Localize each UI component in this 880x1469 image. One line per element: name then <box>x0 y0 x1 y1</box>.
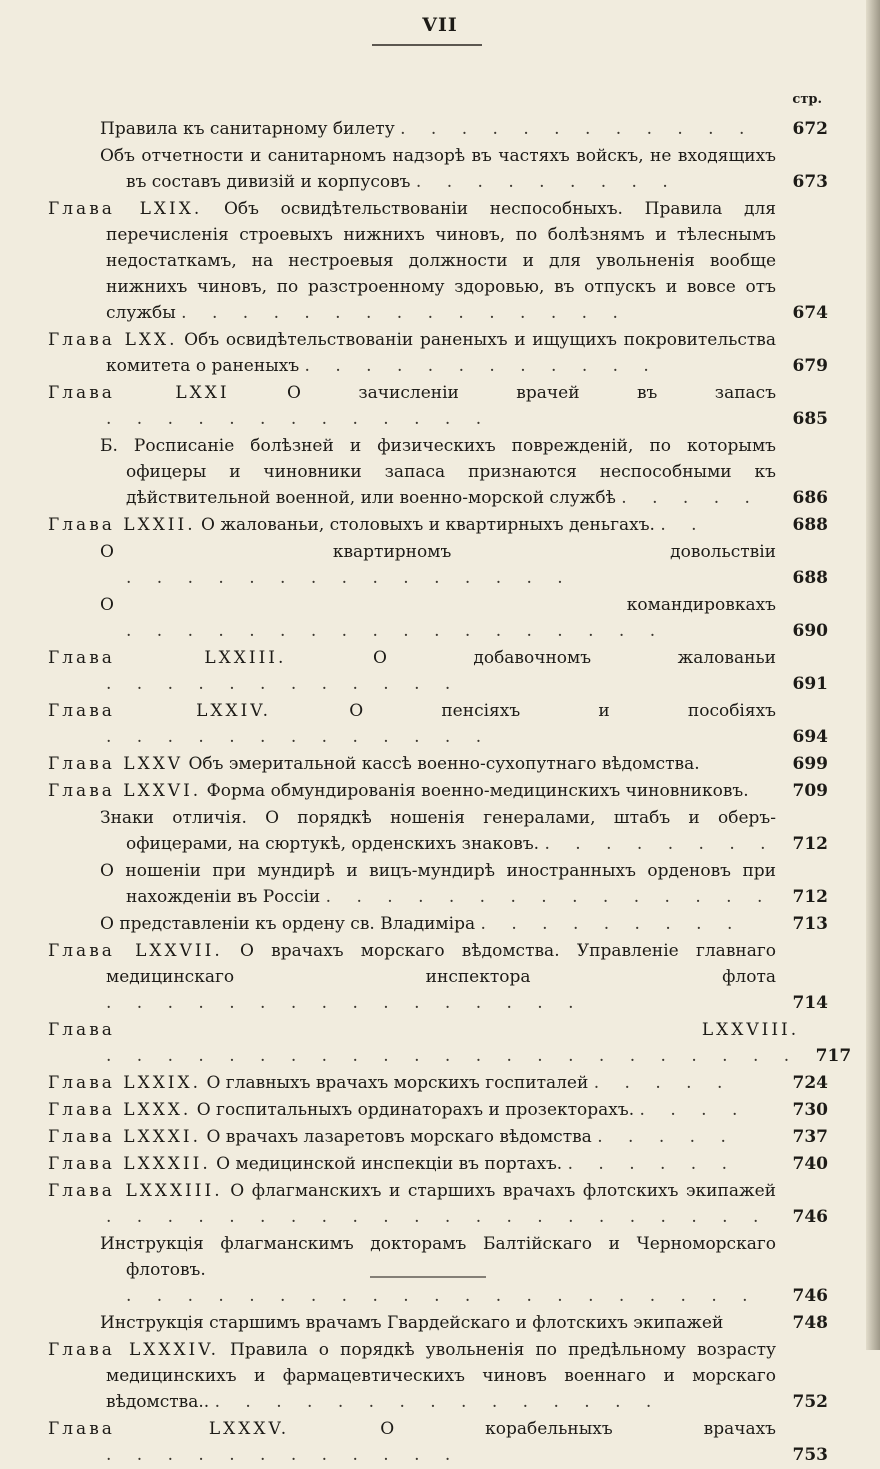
entry-title: Правила о порядкѣ увольненія по предѣльному возрасту медицинскихъ и фармацевтическихъ чиновъ военнаго и морскаго вѣдомства.. <box>106 1340 776 1412</box>
page-reference: 746 <box>792 1207 828 1227</box>
chapter-heading: Глава LXXVII. <box>48 941 223 961</box>
toc-entry <box>48 778 828 804</box>
toc-entry-text <box>100 433 776 511</box>
entry-title: Инструкція старшимъ врачамъ Гвардейскаго и флотскихъ экипажей <box>100 1313 724 1333</box>
page-reference: 714 <box>792 993 828 1013</box>
page-binding-edge <box>866 0 880 1350</box>
toc-entry-text <box>100 592 776 644</box>
page-number: VII <box>422 14 458 36</box>
page-reference: 746 <box>792 1286 828 1306</box>
leader-dots: . . <box>660 515 707 535</box>
leader-dots: . . . . . . . . . . . . . . . <box>126 568 573 588</box>
toc-entry <box>48 1097 828 1123</box>
toc-entry-text <box>100 1231 776 1309</box>
leader-dots: . . . . . <box>621 488 760 508</box>
page-reference: 730 <box>792 1100 828 1120</box>
toc-entry-text <box>48 512 776 538</box>
page-reference: 688 <box>792 515 828 535</box>
toc-entry <box>48 1124 828 1150</box>
leader-dots: . . . . . . . . . . . . . <box>106 409 492 429</box>
leader-dots: . . . . . . . . . . . . . . . . <box>106 993 584 1013</box>
leader-dots: . . . . . . . . . . . . <box>400 119 755 139</box>
entry-title: Б. Росписаніе болѣзней и физическихъ поврежденій, по которымъ офицеры и чиновники запаса признаются неспособными къ дѣйствительной военной, или военно-морской службѣ <box>100 436 776 508</box>
toc-entry-text <box>48 645 776 697</box>
entry-title: О квартирномъ довольствіи <box>100 542 776 562</box>
chapter-heading: Глава LXIX. <box>48 199 203 219</box>
entry-title: О командировкахъ <box>100 595 776 615</box>
entry-title: О добавочномъ жалованьи <box>372 648 776 668</box>
leader-dots: . . . . . . . . . <box>415 172 678 192</box>
toc-entry-text <box>48 938 776 1016</box>
entry-title: Правила къ санитарному билету <box>100 119 395 139</box>
toc-entry-text <box>48 196 776 326</box>
page-reference: 740 <box>792 1154 828 1174</box>
page-column-label: стр. <box>792 92 822 107</box>
chapter-heading: Глава LXXV <box>48 754 184 774</box>
toc-entry <box>48 1337 828 1415</box>
page-reference: 673 <box>792 172 828 192</box>
page-reference: 691 <box>792 674 828 694</box>
toc-entry-text <box>48 1416 776 1468</box>
leader-dots: . . . . . . . . . . . . . <box>106 727 492 747</box>
page-reference: 686 <box>792 488 828 508</box>
toc-entry <box>48 592 828 644</box>
toc-entry-text <box>100 143 776 195</box>
leader-dots: . . . . . . . . . . . . <box>304 356 659 376</box>
entry-title: Объ освидѣтельствованіи неспособныхъ. Правила для перечисленія строевыхъ нижнихъ чиновъ, по болѣзнямъ и тѣлеснымъ недостаткамъ, на нестроевыя должности и для увольненія вообще нижнихъ чиновъ, по разстроенному здоровью, въ отпускъ и вовсе отъ службы <box>106 199 776 323</box>
leader-dots: . . . . . . . . <box>544 834 776 854</box>
leader-dots: . . . . . . . . . . . . . . . . . . <box>126 621 666 641</box>
entry-title: О флагманскихъ и старшихъ врачахъ флотскихъ экипажей <box>230 1181 777 1201</box>
entry-title: Знаки отличія. О порядкѣ ношенія генералами, штабъ и оберъ-офицерами, на сюртукѣ, орденскихъ знаковъ. <box>100 808 776 854</box>
page-reference: 753 <box>792 1445 828 1465</box>
toc-entry-text <box>48 1097 776 1123</box>
page-reference: 724 <box>792 1073 828 1093</box>
entry-title: Инструкція флагманскимъ докторамъ Балтійскаго и Черноморскаго флотовъ. <box>100 1234 776 1280</box>
chapter-heading: Глава LXXIV. <box>48 701 272 721</box>
entry-title: О госпитальныхъ ординаторахъ и прозекторахъ. <box>196 1100 635 1120</box>
leader-dots: . . . . . . . . . . . . . . . <box>214 1392 662 1412</box>
toc-entry <box>48 911 828 937</box>
toc-entry-text <box>100 116 776 142</box>
leader-dots: . . . . . . <box>567 1154 738 1174</box>
toc-entry <box>48 1231 828 1309</box>
chapter-heading: Глава LXXX. <box>48 1100 192 1120</box>
toc-entry-text <box>48 1337 776 1415</box>
entry-title: О представленіи къ ордену св. Владиміра <box>100 914 476 934</box>
toc-entry <box>48 1416 828 1468</box>
toc-entry-text <box>48 1151 776 1177</box>
chapter-heading: Глава LXXXII. <box>48 1154 211 1174</box>
toc-entry <box>48 1178 828 1230</box>
chapter-heading: Глава LXXVI. <box>48 781 202 801</box>
chapter-heading: Глава LXXI <box>48 383 230 403</box>
chapter-heading: Глава LXXXI. <box>48 1127 202 1147</box>
toc-entry-text <box>100 539 776 591</box>
leader-dots: . . . . . . . . . <box>480 914 743 934</box>
entry-title: О корабельныхъ врачахъ <box>380 1419 776 1439</box>
toc-entry <box>48 380 828 432</box>
toc-entry <box>48 698 828 750</box>
page-reference: 672 <box>792 119 828 139</box>
page-reference: 752 <box>792 1392 828 1412</box>
toc-entry-text <box>48 327 777 379</box>
toc-entry <box>48 805 828 857</box>
toc-entry <box>48 143 828 195</box>
chapter-heading: Глава LXXXIII. <box>48 1181 223 1201</box>
toc-entry <box>48 645 828 697</box>
chapter-heading: Глава LXXIX. <box>48 1073 202 1093</box>
entry-title: О врачахъ морскаго вѣдомства. Управленіе главнаго медицинскаго инспектора флота <box>106 941 776 987</box>
table-of-contents <box>48 116 852 1469</box>
toc-entry <box>48 327 828 379</box>
page-reference: 717 <box>815 1046 852 1066</box>
chapter-heading: Глава LXXII. <box>48 515 196 535</box>
page-reference: 737 <box>792 1127 828 1147</box>
leader-dots: . . . . . <box>597 1127 736 1147</box>
page-reference: 679 <box>792 356 828 376</box>
entry-title: О жалованьи, столовыхъ и квартирныхъ деньгахъ. <box>201 515 655 535</box>
toc-entry <box>48 751 828 777</box>
entry-title: Объ отчетности и санитарномъ надзорѣ въ частяхъ войскъ, не входящихъ въ составъ дивизій и корпусовъ <box>100 146 776 192</box>
entry-title: О главныхъ врачахъ морскихъ госпиталей <box>206 1073 589 1093</box>
leader-dots: . . . . . . . . . . . . <box>106 1445 461 1465</box>
chapter-heading: Глава LXX. <box>48 330 178 350</box>
chapter-heading: Глава LXXXIV. <box>48 1340 219 1360</box>
page-reference: 748 <box>792 1313 828 1333</box>
toc-entry-text <box>100 805 776 857</box>
leader-dots: . . . . . . . . . . . . <box>106 674 461 694</box>
footer-rule <box>370 1276 486 1278</box>
leader-dots: . . . . <box>639 1100 748 1120</box>
chapter-heading: Глава LXXIII. <box>48 648 287 668</box>
page-reference: 694 <box>792 727 828 747</box>
page-reference: 712 <box>792 834 828 854</box>
toc-entry <box>48 1310 828 1336</box>
page-reference: 674 <box>792 303 828 323</box>
toc-entry <box>48 1070 828 1096</box>
toc-entry-text <box>48 778 776 804</box>
entry-title: Объ освидѣтельствованіи раненыхъ и ищущихъ покровительства комитета о раненыхъ <box>106 330 777 376</box>
toc-entry <box>48 196 828 326</box>
chapter-heading: Глава LXXXV. <box>48 1419 290 1439</box>
page-reference: 699 <box>792 754 828 774</box>
toc-entry <box>48 858 828 910</box>
header-rule <box>372 44 482 46</box>
page-reference: 712 <box>792 887 828 907</box>
toc-entry-text <box>100 858 776 910</box>
toc-entry-text <box>48 1017 800 1069</box>
leader-dots: . . . . . . . . . . . . . . . <box>325 887 773 907</box>
entry-title: О врачахъ лазаретовъ морскаго вѣдомства <box>206 1127 592 1147</box>
leader-dots: . . . . . . . . . . . . . . . . . . . . . . <box>106 1207 769 1227</box>
toc-entry <box>48 512 828 538</box>
toc-entry <box>48 938 828 1016</box>
toc-entry-text <box>48 1124 776 1150</box>
toc-entry-text <box>48 698 776 750</box>
leader-dots: . . . . . <box>593 1073 733 1093</box>
toc-entry-text <box>100 911 776 937</box>
page-reference: 709 <box>792 781 828 801</box>
toc-entry <box>48 116 828 142</box>
toc-entry <box>48 1017 852 1069</box>
entry-title: О медицинской инспекціи въ портахъ. <box>216 1154 563 1174</box>
page-reference: 690 <box>792 621 828 641</box>
toc-entry-text <box>48 1178 777 1230</box>
entry-title: Объ эмеритальной кассѣ военно-сухопутнаго вѣдомства. <box>188 754 700 774</box>
page-reference: 685 <box>792 409 828 429</box>
toc-entry-text <box>100 1310 776 1336</box>
page-reference: 688 <box>792 568 828 588</box>
entry-title: Форма обмундированія военно-медицинскихъ чиновниковъ. <box>206 781 749 801</box>
chapter-heading: Глава LXXVIII. <box>48 1020 800 1040</box>
page-reference: 713 <box>792 914 828 934</box>
entry-title: О пенсіяхъ и пособіяхъ <box>349 701 776 721</box>
toc-entry-text <box>48 1070 776 1096</box>
leader-dots: . . . . . . . . . . . . . . . <box>181 303 628 323</box>
toc-entry-text <box>48 380 777 432</box>
leader-dots: . . . . . . . . . . . . . . . . . . . . . <box>126 1286 758 1306</box>
entry-title: О зачисленіи врачей въ запасъ <box>287 383 777 403</box>
toc-entry <box>48 1151 828 1177</box>
leader-dots: . . . . . . . . . . . . . . . . . . . . . . . <box>106 1046 800 1066</box>
toc-entry-text <box>48 751 776 777</box>
toc-entry <box>48 433 828 511</box>
toc-entry <box>48 539 828 591</box>
entry-title: О ношеніи при мундирѣ и вицъ-мундирѣ иностранныхъ орденовъ при нахожденіи въ Россіи <box>100 861 776 907</box>
